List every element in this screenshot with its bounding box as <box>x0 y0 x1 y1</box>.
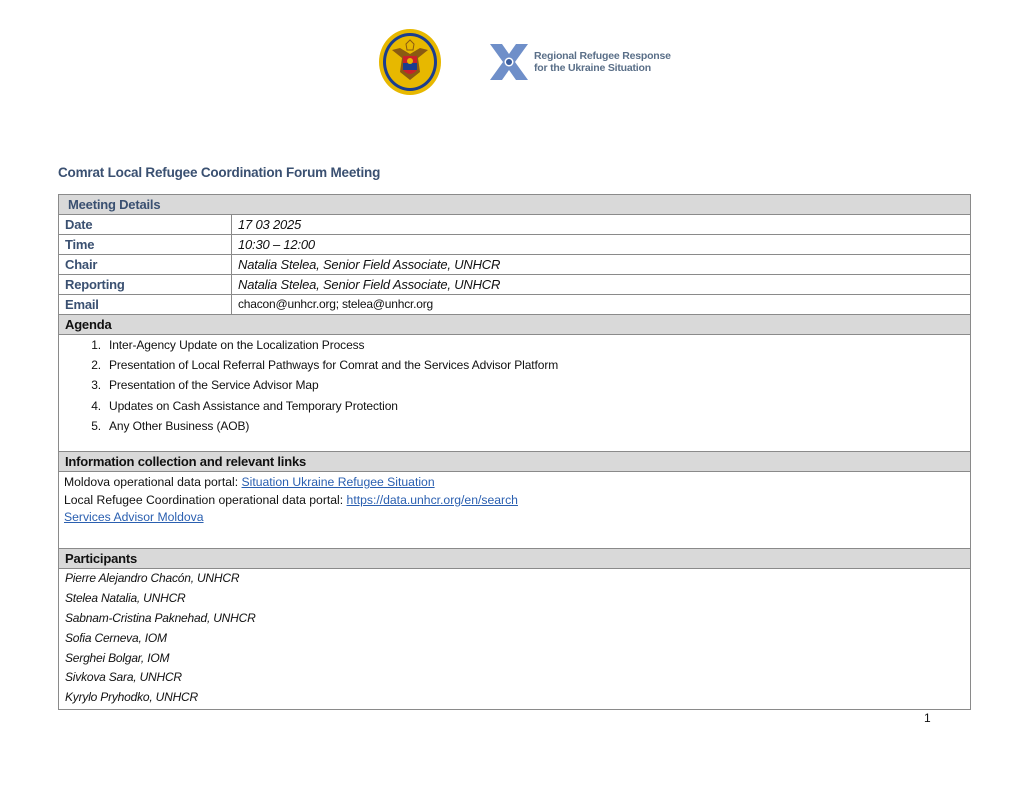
moldova-portal-link[interactable]: Situation Ukraine Refugee Situation <box>241 475 435 489</box>
detail-label: Time <box>59 235 232 254</box>
agenda-item-number: 4. <box>91 398 101 413</box>
detail-value: Natalia Stelea, Senior Field Associate, UNHCR <box>238 257 501 272</box>
info-line1-prefix: Moldova operational data portal: <box>64 475 242 489</box>
agenda-item-number: 5. <box>91 418 101 433</box>
agenda-item-number: 3. <box>91 378 101 393</box>
participant: Sofia Cerneva, IOM <box>65 630 167 645</box>
participant: Sabnam-Cristina Paknehad, UNHCR <box>65 610 256 625</box>
agenda-item-text: Inter-Agency Update on the Localization Process <box>109 338 365 352</box>
participants-heading: Participants <box>59 549 970 569</box>
detail-label: Reporting <box>59 275 232 294</box>
detail-row-chair <box>59 255 970 275</box>
info-links <box>59 472 970 549</box>
info-line-services <box>64 509 970 527</box>
agenda-item-text: Presentation of the Service Advisor Map <box>109 378 319 393</box>
moldova-coat-of-arms-icon <box>378 28 442 96</box>
agenda-item <box>59 337 970 357</box>
info-line2-prefix: Local Refugee Coordination operational data portal: <box>64 492 347 507</box>
detail-value: 10:30 – 12:00 <box>238 237 315 252</box>
agenda-item <box>59 398 970 418</box>
meeting-details-heading: Meeting Details <box>59 195 970 215</box>
data-portal-search-link[interactable]: https://data.unhcr.org/en/search <box>346 492 518 507</box>
agenda-item-number: 2. <box>91 358 101 373</box>
regional-refugee-response-logo <box>488 40 671 84</box>
email-value: chacon@unhcr.org; stelea@unhcr.org <box>238 297 434 311</box>
detail-label: Chair <box>59 255 232 274</box>
meeting-table <box>58 194 971 710</box>
services-advisor-link[interactable]: Services Advisor Moldova <box>64 510 204 524</box>
page-number: 1 <box>924 711 931 725</box>
detail-row-email <box>59 295 970 315</box>
agenda-item <box>59 357 970 377</box>
participant: Sivkova Sara, UNHCR <box>65 670 182 685</box>
detail-label: Email <box>59 295 232 314</box>
participant: Kyrylo Pryhodko, UNHCR <box>65 690 198 705</box>
detail-row-time <box>59 235 970 255</box>
agenda-item-text: Updates on Cash Assistance and Temporary Protection <box>109 398 398 413</box>
participant: Serghei Bolgar, IOM <box>65 650 170 665</box>
document-title: Comrat Local Refugee Coordination Forum Meeting <box>58 165 381 180</box>
detail-label: Date <box>59 215 232 234</box>
participant: Pierre Alejandro Chacón, UNHCR <box>65 571 240 585</box>
info-line-moldova <box>64 474 970 492</box>
agenda-heading: Agenda <box>59 315 970 335</box>
agenda-item-text: Any Other Business (AOB) <box>109 418 250 433</box>
agenda-item-text: Presentation of Local Referral Pathways for Comrat and the Services Advisor Platform <box>109 358 559 373</box>
agenda-item <box>59 418 970 438</box>
participant: Stelea Natalia, UNHCR <box>65 590 186 605</box>
logo-text-line2: for the Ukraine Situation <box>534 62 651 74</box>
detail-value: Natalia Stelea, Senior Field Associate, UNHCR <box>238 277 501 292</box>
logo-text-line1: Regional Refugee Response <box>534 50 671 62</box>
detail-row-reporting <box>59 275 970 295</box>
header-logos <box>378 28 671 96</box>
agenda-list <box>59 335 970 452</box>
detail-row-date <box>59 215 970 235</box>
info-heading: Information collection and relevant links <box>59 452 970 472</box>
participants-list <box>59 569 970 709</box>
agenda-item <box>59 377 970 397</box>
detail-value: 17 03 2025 <box>238 217 302 232</box>
agenda-item-number: 1. <box>91 338 101 352</box>
regional-refugee-response-mark-icon <box>488 40 530 84</box>
info-line-local <box>64 492 970 510</box>
